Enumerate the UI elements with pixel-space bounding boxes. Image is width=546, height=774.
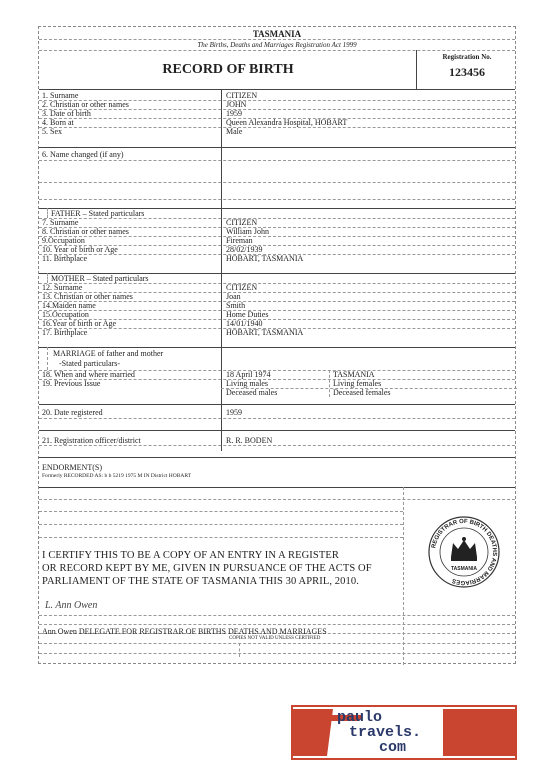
previous-issue-label: 19. Previous Issue	[42, 379, 101, 388]
father-surname-value: CITIZEN	[226, 218, 258, 227]
child-surname-value: CITIZEN	[226, 91, 258, 100]
act-title: The Births, Deaths and Marriages Registration Act 1999	[197, 41, 357, 49]
child-dob-label: 3. Date of birth	[42, 109, 91, 118]
marriage-date: 18 April 1974	[226, 370, 271, 379]
registration-number: 123456	[449, 65, 485, 79]
svg-text:REGISTRAR OF BIRTH DEATHS AND: REGISTRAR OF BIRTH DEATHS AND MARRIAGES	[431, 518, 498, 586]
certification-line-1: I CERTIFY THIS TO BE A COPY OF AN ENTRY IN A REGISTER	[42, 550, 339, 561]
mother-occupation-value: Home Duties	[226, 310, 269, 319]
father-age-label: 10. Year of birth or Age	[42, 245, 118, 254]
certification-line-2: OR RECORD KEPT BY ME, GIVEN IN PURSUANCE OF THE ACTS OF	[42, 563, 372, 574]
logo-text: paulo travels. com	[337, 709, 422, 756]
marriage-subheading: -Stated particulars-	[59, 359, 121, 368]
father-occupation-value: Fireman	[226, 236, 253, 245]
column-divider	[221, 89, 222, 451]
endorsement-text: Formerly RECORDED AS: b b 5219 1975 M IN District HOBART	[42, 473, 192, 479]
child-names-value: JOHN	[226, 100, 247, 109]
child-names-label: 2. Christian or other names	[42, 100, 129, 109]
child-surname-label: 1. Surname	[42, 91, 79, 100]
copy-validity-note: COPIES NOT VALID UNLESS CERTIFIED	[229, 636, 321, 641]
mother-heading: MOTHER – Stated particulars	[51, 274, 149, 283]
father-names-value: William John	[226, 227, 270, 236]
mother-maiden-label: 14.Maiden name	[42, 301, 96, 310]
certification-line-3: PARLIAMENT OF THE STATE OF TASMANIA THIS 30 APRIL, 2010.	[42, 576, 359, 587]
svg-text:TASMANIA: TASMANIA	[450, 566, 478, 572]
date-registered-value: 1959	[226, 408, 242, 417]
registration-label: Registration No.	[442, 53, 492, 61]
deceased-females-label: Deceased females	[333, 388, 391, 397]
mother-surname-label: 12. Surname	[42, 283, 83, 292]
mother-surname-value: CITIZEN	[226, 283, 258, 292]
state-title: TASMANIA	[252, 29, 302, 39]
marriage-when-label: 18. When and where married	[42, 370, 135, 379]
registration-officer-value: R. R. BODEN	[226, 436, 273, 445]
mother-names-value: Joan	[226, 292, 241, 301]
marriage-heading: MARRIAGE of father and mother	[53, 349, 164, 358]
mother-age-value: 14/01/1940	[226, 319, 263, 328]
name-changed-label: 6. Name changed (if any)	[42, 150, 124, 159]
living-females-label: Living females	[333, 379, 382, 388]
father-surname-label: 7. Surname	[42, 218, 79, 227]
mother-birthplace-label: 17. Birthplace	[42, 328, 88, 337]
divider	[39, 50, 515, 51]
marriage-place: TASMANIA	[333, 370, 375, 379]
record-title: RECORD OF BIRTH	[162, 62, 294, 77]
father-occupation-label: 9.Occupation	[42, 236, 85, 245]
registrar-signature: L. Ann Owen	[45, 600, 98, 611]
father-age-value: 28/02/1939	[226, 245, 263, 254]
date-registered-label: 20. Date registered	[42, 408, 103, 417]
birth-record-document	[38, 26, 516, 664]
registration-officer-label: 21. Registration officer/district	[42, 436, 141, 445]
child-dob-value: 1959	[226, 109, 242, 118]
child-sex-label: 5. Sex	[42, 127, 62, 136]
paulo-travels-logo	[291, 705, 517, 760]
father-names-label: 8. Christian or other names	[42, 227, 129, 236]
seal-graphic	[427, 515, 501, 589]
child-born-at-value: Queen Alexandra Hospital, HOBART	[226, 118, 348, 127]
mother-age-label: 16.Year of birth or Age	[42, 319, 117, 328]
divider	[39, 89, 515, 90]
child-sex-value: Male	[226, 127, 243, 136]
father-heading: FATHER – Stated particulars	[51, 209, 145, 218]
mother-occupation-label: 15.Occupation	[42, 310, 89, 319]
mother-maiden-value: Smith	[226, 301, 246, 310]
mother-names-label: 13. Christian or other names	[42, 292, 133, 301]
father-birthplace-label: 11. Birthplace	[42, 254, 88, 263]
deceased-males-label: Deceased males	[226, 388, 278, 397]
living-males-label: Living males	[226, 379, 268, 388]
child-born-at-label: 4. Born at	[42, 118, 74, 127]
divider	[39, 39, 515, 40]
registrar-seal	[427, 515, 501, 589]
delegate-line: Ann Owen DELEGATE FOR REGISTRAR OF BIRTHS DEATHS AND MARRIAGES	[42, 627, 327, 636]
endorsement-heading: ENDORMENT(S)	[42, 463, 102, 472]
mother-birthplace-value: HOBART, TASMANIA	[226, 328, 304, 337]
father-birthplace-value: HOBART, TASMANIA	[226, 254, 304, 263]
